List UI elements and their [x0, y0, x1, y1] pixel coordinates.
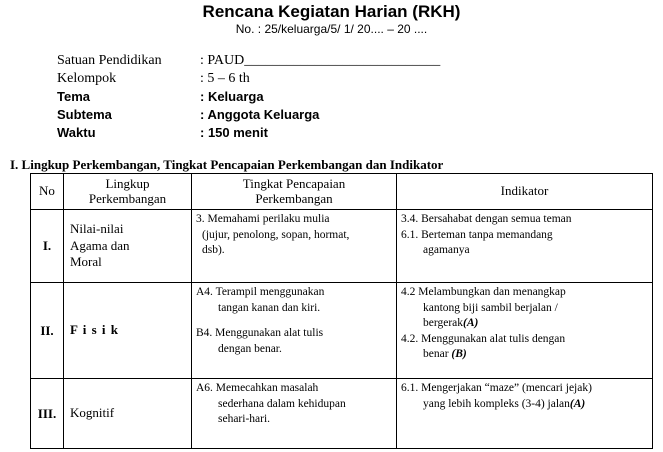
header-tingkat-line1: Tingkat Pencapaian	[242, 175, 346, 191]
row-tingkat	[192, 210, 397, 283]
info-value-satuan-line: ____________________________	[244, 53, 441, 68]
lingkup-line: Moral	[70, 254, 102, 270]
indikator-text: yang lebih kompleks (3-4) jalan	[423, 397, 570, 410]
lingkup-line: Nilai-nilai	[70, 220, 124, 236]
indikator-item-cont: agamanya	[423, 244, 470, 257]
indikator-item-cont: kantong biji sambil berjalan /	[423, 301, 558, 314]
indikator-item: 3.4. Bersahabat dengan semua teman	[401, 213, 572, 225]
row-indikator	[397, 283, 653, 379]
section-heading: I. Lingkup Perkembangan, Tingkat Pencapaian Perkembangan dan Indikator	[10, 157, 444, 172]
info-value-waktu: : 150 menit	[200, 125, 268, 140]
document-title: Rencana Kegiatan Harian (RKH)	[202, 2, 461, 21]
indikator-tag: (A)	[463, 317, 479, 330]
info-label-tema: Tema	[57, 89, 90, 104]
info-value-satuan-text: : PAUD	[200, 53, 245, 68]
tingkat-item: 3. Memahami perilaku mulia	[196, 213, 330, 225]
tingkat-item: A6. Memecahkan masalah	[196, 382, 319, 394]
lingkup-line: Kognitif	[70, 405, 115, 421]
info-value-satuan	[200, 53, 440, 69]
header-lingkup-line1: Lingkup	[105, 175, 150, 191]
tingkat-item-cont: dengan benar.	[218, 342, 282, 355]
tingkat-item: B4. Menggunakan alat tulis	[196, 327, 324, 340]
info-label-satuan: Satuan Pendidikan	[57, 53, 162, 68]
tingkat-item-cont: sederhana dalam kehidupan	[218, 397, 346, 410]
tingkat-item-cont: tangan kanan dan kiri.	[218, 301, 321, 314]
plan-table	[30, 173, 653, 449]
indikator-text: benar	[423, 348, 449, 361]
spacer	[196, 316, 392, 326]
info-value-tema: : Keluarga	[200, 89, 264, 104]
tingkat-item-cont: sehari-hari.	[218, 413, 271, 426]
header-tingkat-line2: Perkembangan	[255, 190, 333, 206]
table-header-row	[31, 174, 653, 210]
info-label-kelompok: Kelompok	[57, 71, 117, 86]
row-lingkup	[64, 379, 192, 449]
indikator-item-cont	[401, 316, 648, 332]
indikator-tag: (B)	[451, 348, 467, 361]
table-row	[31, 379, 653, 449]
table-row	[31, 210, 653, 283]
indikator-item: 6.1. Berteman tanpa memandang	[401, 228, 553, 241]
row-lingkup	[64, 283, 192, 379]
info-label-waktu: Waktu	[57, 125, 96, 140]
header-tingkat	[192, 174, 397, 210]
tingkat-item-cont: dsb).	[202, 244, 225, 257]
indikator-item-cont	[401, 347, 648, 363]
info-label-subtema: Subtema	[57, 107, 112, 122]
row-indikator	[397, 210, 653, 283]
row-tingkat	[192, 379, 397, 449]
tingkat-item: A4. Terampil menggunakan	[196, 286, 325, 298]
header-no: No	[31, 174, 64, 210]
row-indikator	[397, 379, 653, 449]
row-number: III.	[31, 379, 64, 449]
header-indikator: Indikator	[397, 174, 653, 210]
table-row	[31, 283, 653, 379]
row-lingkup	[64, 210, 192, 283]
document-number: No. : 25/keluarga/5/ 1/ 20.... – 20 ....	[235, 22, 428, 36]
row-number: II.	[31, 283, 64, 379]
header-lingkup-line2: Perkembangan	[88, 190, 167, 206]
indikator-item-cont	[401, 397, 648, 413]
indikator-tag: (A)	[569, 397, 586, 410]
indikator-text: bergerak	[423, 317, 464, 330]
row-tingkat	[192, 283, 397, 379]
indikator-item: 6.1. Mengerjakan “maze” (mencari jejak)	[401, 382, 592, 394]
info-value-subtema: : Anggota Keluarga	[200, 107, 320, 122]
tingkat-item-cont: (jujur, penolong, sopan, hormat,	[202, 228, 350, 241]
info-value-kelompok: : 5 – 6 th	[200, 71, 250, 86]
indikator-item: 4.2. Menggunakan alat tulis dengan	[401, 332, 566, 345]
lingkup-line: F i s i k	[70, 322, 119, 338]
lingkup-line: Agama dan	[70, 237, 130, 253]
header-lingkup	[64, 174, 192, 210]
row-number: I.	[31, 210, 64, 283]
indikator-item: 4.2 Melambungkan dan menangkap	[401, 286, 566, 298]
